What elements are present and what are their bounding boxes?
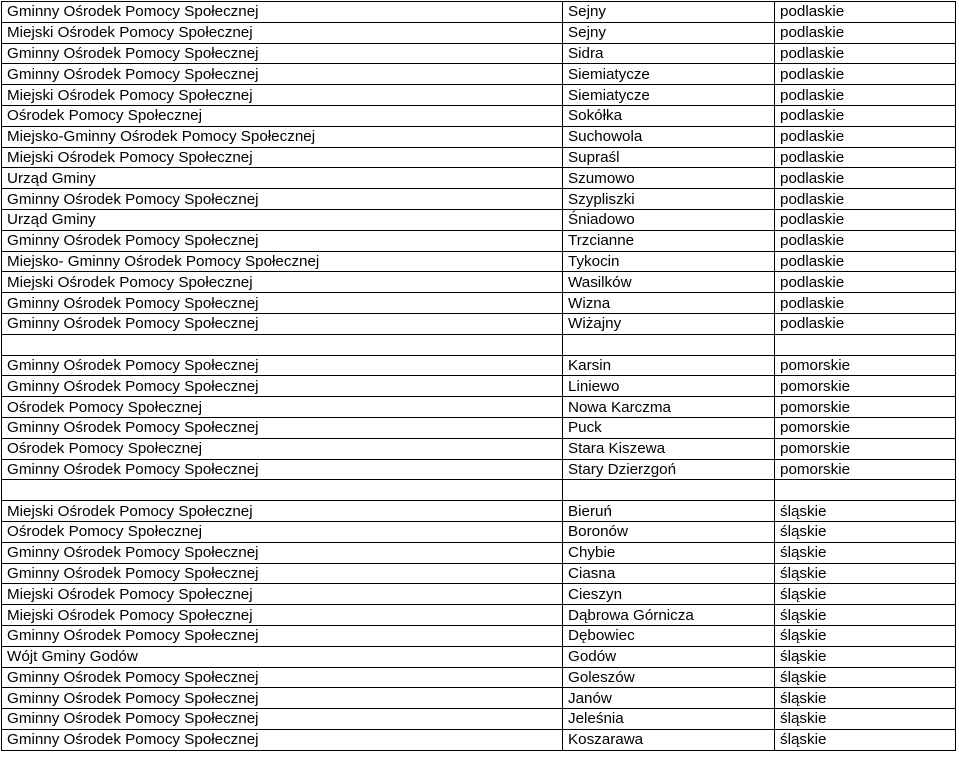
municipality-cell: Sidra <box>563 43 775 64</box>
municipality-cell <box>563 334 775 355</box>
institution-cell: Miejski Ośrodek Pomocy Społecznej <box>2 272 563 293</box>
voivodeship-cell: podlaskie <box>775 189 956 210</box>
municipality-cell: Wizna <box>563 293 775 314</box>
voivodeship-cell: podlaskie <box>775 105 956 126</box>
table-row <box>2 709 956 730</box>
municipality-cell: Nowa Karczma <box>563 397 775 418</box>
municipality-cell: Siemiatycze <box>563 85 775 106</box>
table-row <box>2 209 956 230</box>
table-row <box>2 542 956 563</box>
voivodeship-cell: podlaskie <box>775 147 956 168</box>
voivodeship-cell: podlaskie <box>775 272 956 293</box>
institution-cell: Ośrodek Pomocy Społecznej <box>2 105 563 126</box>
municipality-cell: Szumowo <box>563 168 775 189</box>
municipality-cell: Jeleśnia <box>563 709 775 730</box>
table-row <box>2 459 956 480</box>
institution-cell <box>2 334 563 355</box>
institution-cell: Gminny Ośrodek Pomocy Społecznej <box>2 417 563 438</box>
institution-cell: Gminny Ośrodek Pomocy Społecznej <box>2 189 563 210</box>
institution-cell: Miejski Ośrodek Pomocy Społecznej <box>2 605 563 626</box>
voivodeship-cell: pomorskie <box>775 438 956 459</box>
institution-cell: Gminny Ośrodek Pomocy Społecznej <box>2 293 563 314</box>
institution-cell: Miejski Ośrodek Pomocy Społecznej <box>2 85 563 106</box>
table-row <box>2 563 956 584</box>
voivodeship-cell: podlaskie <box>775 251 956 272</box>
institution-cell: Urząd Gminy <box>2 209 563 230</box>
voivodeship-cell: śląskie <box>775 667 956 688</box>
municipality-cell: Szypliszki <box>563 189 775 210</box>
voivodeship-cell: podlaskie <box>775 230 956 251</box>
table-row <box>2 2 956 23</box>
table-row <box>2 355 956 376</box>
table-body <box>2 2 956 751</box>
voivodeship-cell: podlaskie <box>775 2 956 23</box>
institution-cell: Gminny Ośrodek Pomocy Społecznej <box>2 709 563 730</box>
municipality-cell: Suchowola <box>563 126 775 147</box>
table-row <box>2 625 956 646</box>
institution-cell: Gminny Ośrodek Pomocy Społecznej <box>2 2 563 23</box>
municipality-cell: Sejny <box>563 2 775 23</box>
table-row <box>2 605 956 626</box>
institution-cell: Gminny Ośrodek Pomocy Społecznej <box>2 43 563 64</box>
institution-cell: Gminny Ośrodek Pomocy Społecznej <box>2 667 563 688</box>
institution-cell: Gminny Ośrodek Pomocy Społecznej <box>2 64 563 85</box>
empty-separator-row <box>2 334 956 355</box>
institution-cell: Ośrodek Pomocy Społecznej <box>2 438 563 459</box>
municipality-cell: Karsin <box>563 355 775 376</box>
institution-cell: Ośrodek Pomocy Społecznej <box>2 397 563 418</box>
municipality-cell: Boronów <box>563 521 775 542</box>
municipality-cell: Supraśl <box>563 147 775 168</box>
table-row <box>2 646 956 667</box>
voivodeship-cell: podlaskie <box>775 64 956 85</box>
institution-cell: Gminny Ośrodek Pomocy Społecznej <box>2 459 563 480</box>
voivodeship-cell: śląskie <box>775 605 956 626</box>
institution-cell: Gminny Ośrodek Pomocy Społecznej <box>2 230 563 251</box>
voivodeship-cell: śląskie <box>775 709 956 730</box>
institution-cell: Miejski Ośrodek Pomocy Społecznej <box>2 147 563 168</box>
municipality-cell: Godów <box>563 646 775 667</box>
municipality-cell: Cieszyn <box>563 584 775 605</box>
table-row <box>2 313 956 334</box>
voivodeship-cell: pomorskie <box>775 355 956 376</box>
voivodeship-cell: śląskie <box>775 729 956 750</box>
municipality-cell: Janów <box>563 688 775 709</box>
voivodeship-cell: podlaskie <box>775 85 956 106</box>
institution-cell: Gminny Ośrodek Pomocy Społecznej <box>2 625 563 646</box>
municipality-cell: Wiżajny <box>563 313 775 334</box>
voivodeship-cell: podlaskie <box>775 209 956 230</box>
municipality-cell: Stara Kiszewa <box>563 438 775 459</box>
voivodeship-cell: śląskie <box>775 542 956 563</box>
voivodeship-cell: podlaskie <box>775 43 956 64</box>
table-row <box>2 85 956 106</box>
voivodeship-cell: pomorskie <box>775 459 956 480</box>
institution-cell: Gminny Ośrodek Pomocy Społecznej <box>2 688 563 709</box>
municipality-cell: Sejny <box>563 22 775 43</box>
voivodeship-cell: pomorskie <box>775 417 956 438</box>
institution-cell: Miejski Ośrodek Pomocy Społecznej <box>2 501 563 522</box>
voivodeship-cell: śląskie <box>775 625 956 646</box>
voivodeship-cell: podlaskie <box>775 22 956 43</box>
table-row <box>2 501 956 522</box>
institution-cell: Gminny Ośrodek Pomocy Społecznej <box>2 355 563 376</box>
institution-cell: Gminny Ośrodek Pomocy Społecznej <box>2 313 563 334</box>
municipality-cell: Trzcianne <box>563 230 775 251</box>
table-row <box>2 43 956 64</box>
municipality-cell: Koszarawa <box>563 729 775 750</box>
municipality-cell: Wasilków <box>563 272 775 293</box>
table-row <box>2 147 956 168</box>
table-row <box>2 22 956 43</box>
voivodeship-cell: śląskie <box>775 584 956 605</box>
table-row <box>2 293 956 314</box>
table-row <box>2 105 956 126</box>
municipality-cell: Stary Dzierzgoń <box>563 459 775 480</box>
table-row <box>2 667 956 688</box>
institution-cell: Gminny Ośrodek Pomocy Społecznej <box>2 729 563 750</box>
institution-cell: Miejsko-Gminny Ośrodek Pomocy Społecznej <box>2 126 563 147</box>
table-row <box>2 251 956 272</box>
table-row <box>2 584 956 605</box>
municipality-cell: Tykocin <box>563 251 775 272</box>
institution-cell: Wójt Gminy Godów <box>2 646 563 667</box>
institution-cell: Gminny Ośrodek Pomocy Społecznej <box>2 563 563 584</box>
voivodeship-cell: pomorskie <box>775 397 956 418</box>
municipality-cell: Goleszów <box>563 667 775 688</box>
voivodeship-cell: śląskie <box>775 646 956 667</box>
table-row <box>2 272 956 293</box>
institution-cell: Miejski Ośrodek Pomocy Społecznej <box>2 22 563 43</box>
municipality-cell: Puck <box>563 417 775 438</box>
municipality-cell: Bieruń <box>563 501 775 522</box>
table-row <box>2 168 956 189</box>
institution-cell: Urząd Gminy <box>2 168 563 189</box>
table-row <box>2 521 956 542</box>
voivodeship-cell <box>775 480 956 501</box>
institution-cell: Ośrodek Pomocy Społecznej <box>2 521 563 542</box>
municipality-cell: Śniadowo <box>563 209 775 230</box>
voivodeship-cell: śląskie <box>775 521 956 542</box>
municipality-cell <box>563 480 775 501</box>
table-row <box>2 438 956 459</box>
institution-cell: Miejski Ośrodek Pomocy Społecznej <box>2 584 563 605</box>
institution-cell: Miejsko- Gminny Ośrodek Pomocy Społecznej <box>2 251 563 272</box>
institutions-table <box>1 1 956 751</box>
table-row <box>2 64 956 85</box>
table-row <box>2 397 956 418</box>
voivodeship-cell <box>775 334 956 355</box>
voivodeship-cell: podlaskie <box>775 126 956 147</box>
table-row <box>2 417 956 438</box>
voivodeship-cell: podlaskie <box>775 313 956 334</box>
municipality-cell: Ciasna <box>563 563 775 584</box>
municipality-cell: Chybie <box>563 542 775 563</box>
voivodeship-cell: śląskie <box>775 501 956 522</box>
institution-cell: Gminny Ośrodek Pomocy Społecznej <box>2 376 563 397</box>
municipality-cell: Sokółka <box>563 105 775 126</box>
table-row <box>2 688 956 709</box>
table-row <box>2 189 956 210</box>
municipality-cell: Liniewo <box>563 376 775 397</box>
voivodeship-cell: pomorskie <box>775 376 956 397</box>
voivodeship-cell: śląskie <box>775 688 956 709</box>
voivodeship-cell: podlaskie <box>775 168 956 189</box>
institution-cell <box>2 480 563 501</box>
table-row <box>2 729 956 750</box>
table-row <box>2 126 956 147</box>
table-row <box>2 376 956 397</box>
voivodeship-cell: śląskie <box>775 563 956 584</box>
table-row <box>2 230 956 251</box>
institution-cell: Gminny Ośrodek Pomocy Społecznej <box>2 542 563 563</box>
voivodeship-cell: podlaskie <box>775 293 956 314</box>
municipality-cell: Dębowiec <box>563 625 775 646</box>
municipality-cell: Siemiatycze <box>563 64 775 85</box>
municipality-cell: Dąbrowa Górnicza <box>563 605 775 626</box>
empty-separator-row <box>2 480 956 501</box>
